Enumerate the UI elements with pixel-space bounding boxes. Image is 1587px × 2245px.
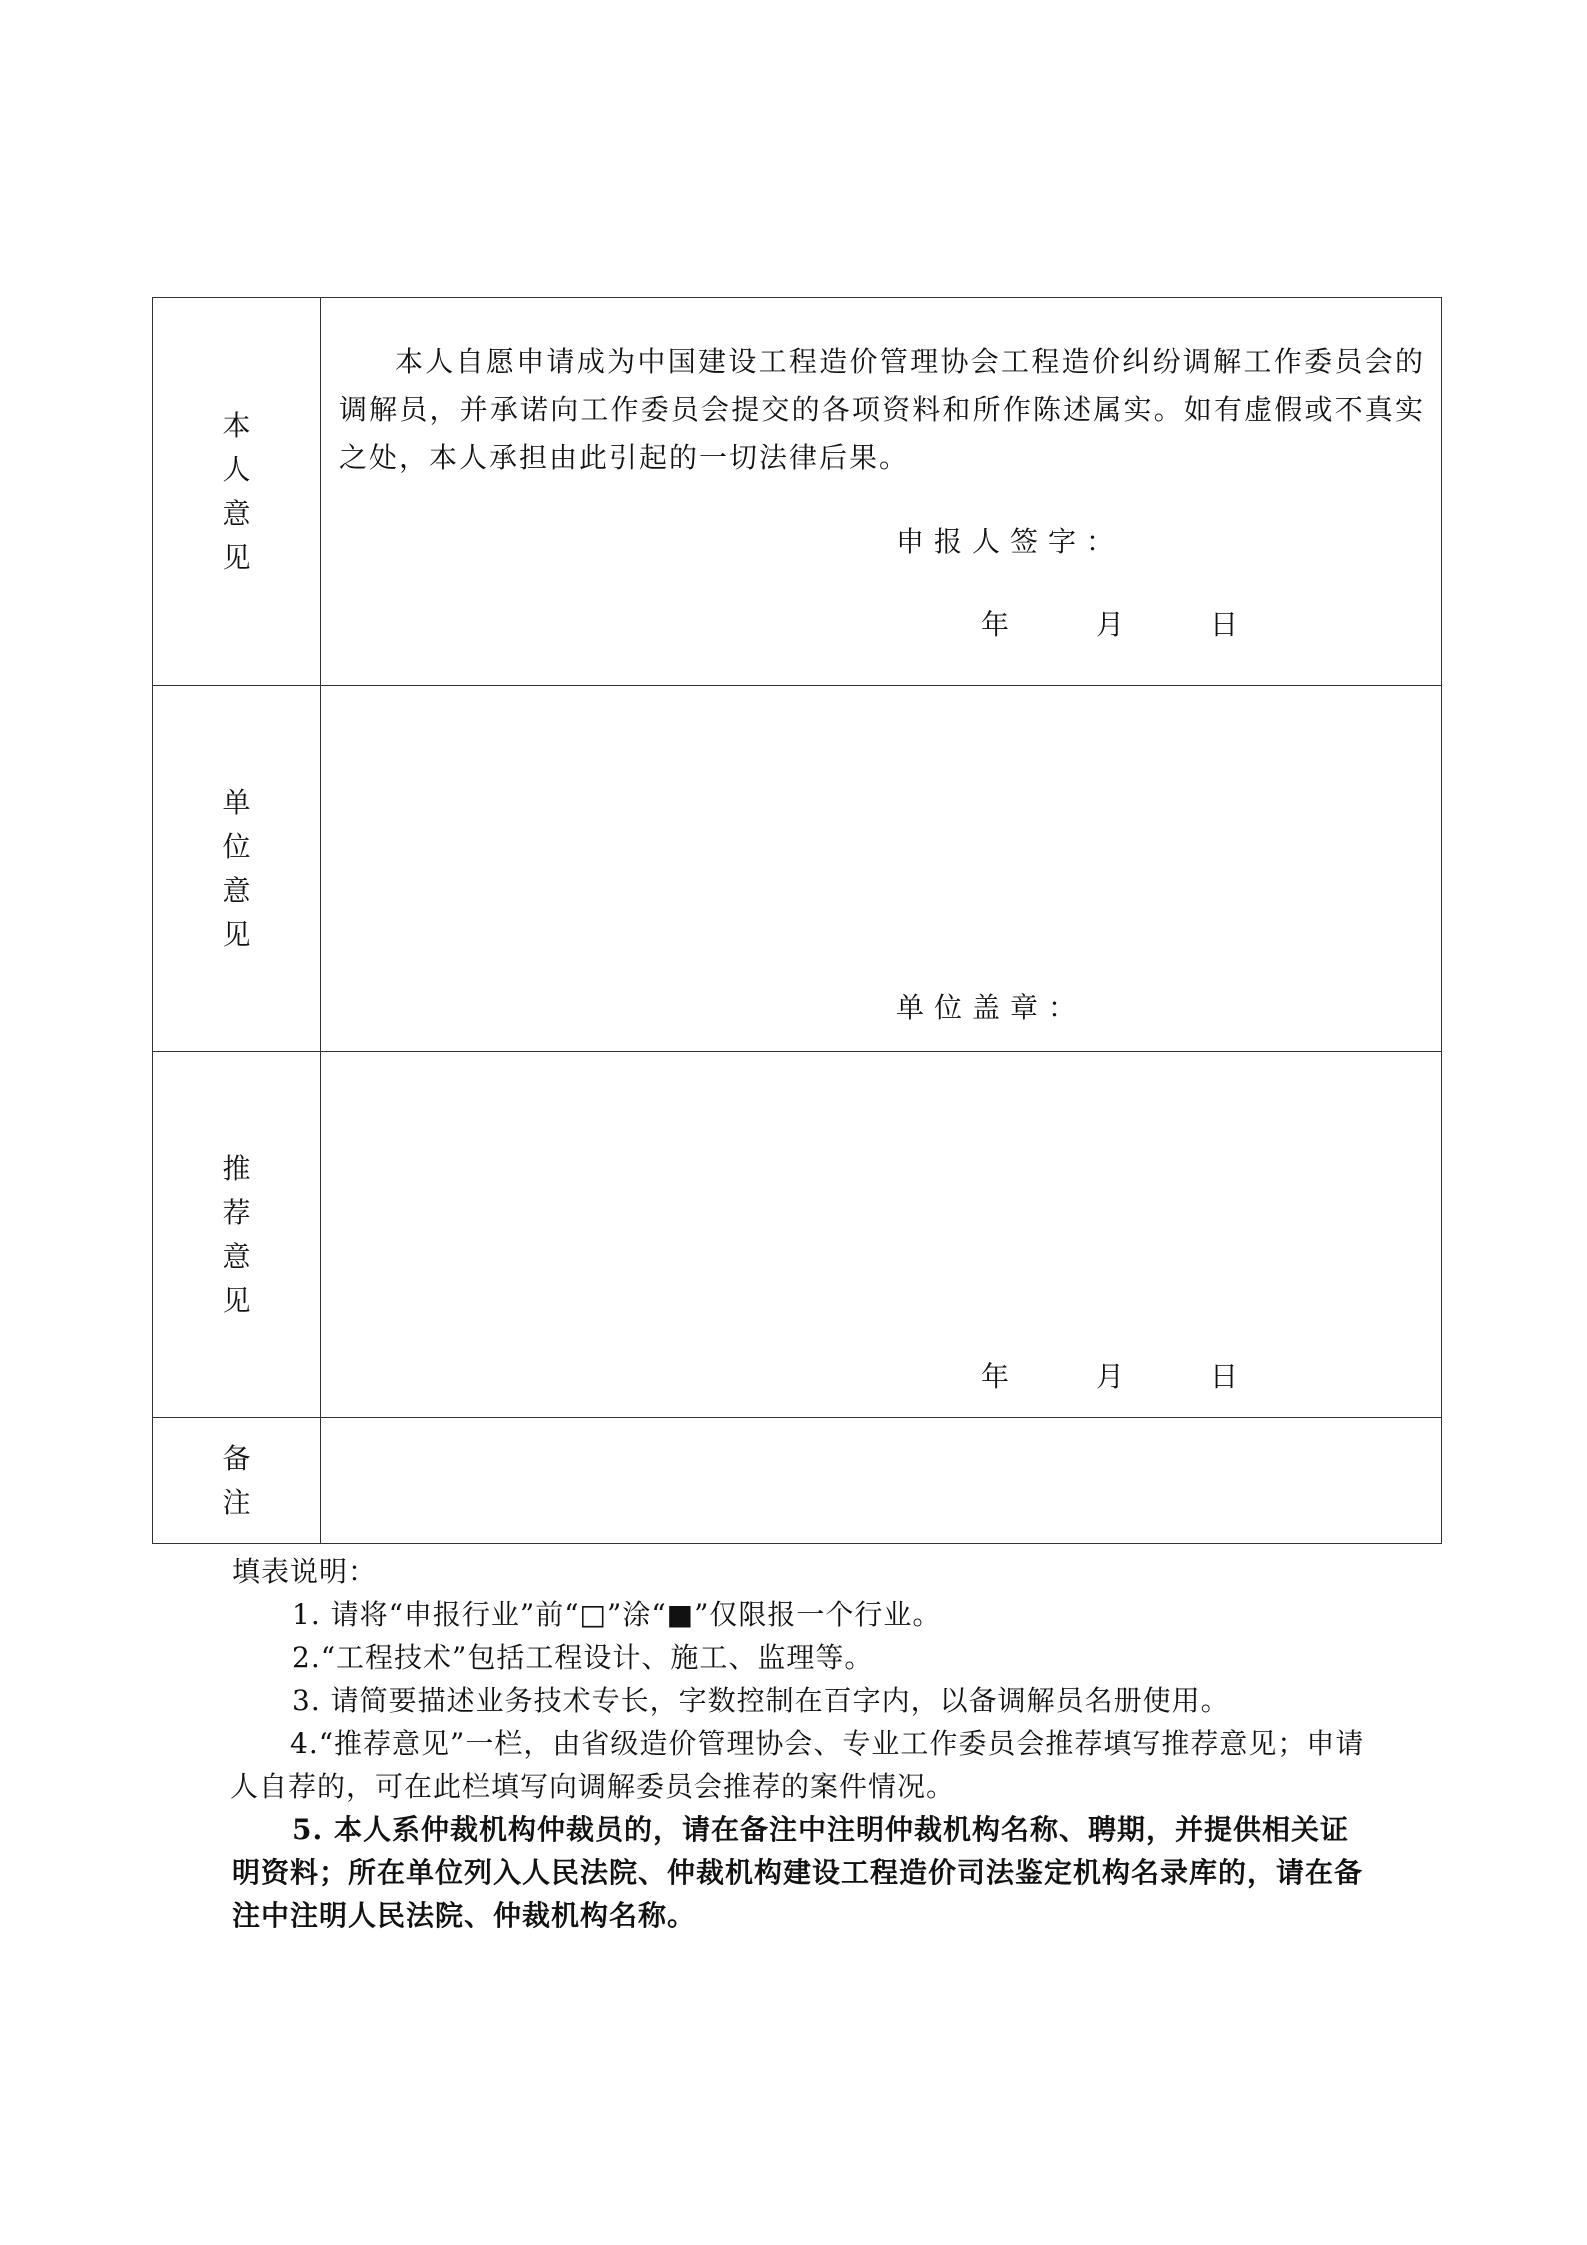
- recommend-opinion-row: [153, 1051, 1441, 1417]
- date-day-label: 日: [1210, 608, 1239, 641]
- remarks-label: 备 注: [222, 1441, 265, 1519]
- declaration-text: 本人自愿申请成为中国建设工程造价管理协会工程造价纠纷调解工作委员会的调解员，并承诺向工作委员会提交的各项资料和所作陈述属实。如有虚假或不真实之处，本人承担由此引起的一切法律后果。: [339, 345, 1425, 474]
- unit-seal-label: 单位盖章：: [896, 991, 1087, 1024]
- personal-opinion-content[interactable]: [321, 298, 1441, 685]
- remarks-content[interactable]: [321, 1418, 1441, 1543]
- unit-opinion-label: 单 位 意 见: [222, 785, 265, 951]
- date-month-label: 月: [1096, 1360, 1125, 1393]
- applicant-signature-label: 申报人签字：: [896, 525, 1125, 558]
- personal-opinion-label: 本 人 意 见: [222, 408, 265, 574]
- recommend-opinion-content[interactable]: [321, 1052, 1441, 1417]
- opinion-form-table: [152, 297, 1442, 1544]
- date-year-label: 年: [981, 608, 1010, 641]
- unit-opinion-content[interactable]: [321, 686, 1441, 1051]
- unit-opinion-label-cell: [153, 686, 321, 1051]
- instruction-item-5: 5. 本人系仲裁机构仲裁员的，请在备注中注明仲裁机构名称、聘期，并提供相关证明资料；所在单位列入人民法院、仲裁机构建设工程造价司法鉴定机构名录库的，请在备注中注明人民法院、仲裁机构名称。: [232, 1813, 1364, 1932]
- instructions-title: 填表说明：: [232, 1555, 378, 1588]
- date-year-label: 年: [981, 1360, 1010, 1393]
- instruction-item-4: 4.“推荐意见”一栏，由省级造价管理协会、专业工作委员会推荐填写推荐意见；申请人自荐的，可在此栏填写向调解委员会推荐的案件情况。: [230, 1727, 1365, 1803]
- date-day-label: 日: [1210, 1360, 1239, 1393]
- unit-opinion-row: [153, 685, 1441, 1051]
- remarks-row: [153, 1417, 1441, 1543]
- personal-opinion-label-cell: [153, 298, 321, 685]
- remarks-label-cell: [153, 1418, 321, 1543]
- date-month-label: 月: [1096, 608, 1125, 641]
- instruction-item-3: 3. 请简要描述业务技术专长，字数控制在百字内，以备调解员名册使用。: [292, 1684, 1230, 1717]
- form-instructions: [232, 1550, 1372, 1937]
- recommend-opinion-label: 推 荐 意 见: [222, 1151, 265, 1317]
- instruction-item-1: 1. 请将“申报行业”前“□”涂“■”仅限报一个行业。: [292, 1598, 942, 1631]
- instruction-item-2: 2.“工程技术”包括工程设计、施工、监理等。: [292, 1641, 874, 1674]
- personal-opinion-row: [153, 298, 1441, 685]
- recommend-opinion-label-cell: [153, 1052, 321, 1417]
